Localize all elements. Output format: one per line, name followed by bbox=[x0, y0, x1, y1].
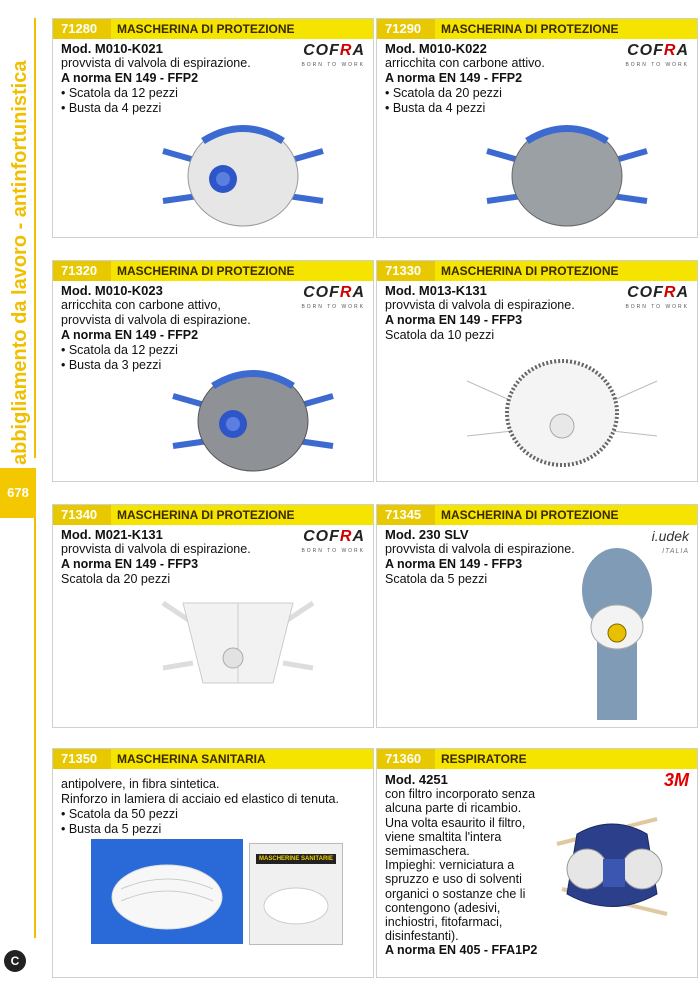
product-card bbox=[376, 260, 698, 482]
product-title: MASCHERINA DI PROTEZIONE bbox=[441, 22, 619, 36]
package-item: Scatola da 10 pezzi bbox=[385, 328, 495, 342]
card-header bbox=[377, 505, 697, 525]
card-body bbox=[377, 281, 697, 345]
brand-logo bbox=[301, 529, 365, 559]
card-header bbox=[377, 261, 697, 281]
card-header bbox=[377, 749, 697, 769]
description-line: provvista di valvola di espirazione. bbox=[385, 298, 575, 312]
model-name: Mod. 4251 bbox=[385, 772, 448, 787]
brand-tagline: BORN TO WORK bbox=[625, 304, 689, 310]
brand-logo bbox=[625, 285, 689, 315]
product-code: 71320 bbox=[53, 261, 111, 281]
cofra-logo: COFRA bbox=[627, 42, 689, 59]
product-title: MASCHERINA DI PROTEZIONE bbox=[117, 22, 295, 36]
mask-image bbox=[91, 839, 243, 944]
description-line: Impieghi: verniciatura a bbox=[385, 858, 515, 873]
product-card bbox=[376, 18, 698, 238]
package-item: • Busta da 5 pezzi bbox=[61, 822, 162, 836]
respirator-image bbox=[537, 809, 687, 929]
description-line: contengono (adesivi, bbox=[385, 900, 501, 915]
product-card bbox=[52, 260, 374, 482]
card-header bbox=[53, 261, 373, 281]
product-code: 71340 bbox=[53, 505, 111, 525]
description-line: organici o sostanze che li bbox=[385, 886, 526, 901]
description-line: inchiostri, fitofarmaci, bbox=[385, 915, 503, 930]
package-item: Scatola da 20 pezzi bbox=[61, 572, 171, 586]
product-title: MASCHERINA DI PROTEZIONE bbox=[441, 264, 619, 278]
card-body bbox=[53, 769, 373, 839]
3m-logo: 3M bbox=[663, 770, 689, 790]
model-name: Mod. 230 SLV bbox=[385, 527, 469, 542]
sidebar bbox=[0, 0, 38, 990]
package-item: • Scatola da 50 pezzi bbox=[61, 807, 178, 821]
product-card bbox=[376, 504, 698, 728]
udek-logo-sub: ITALIA bbox=[662, 548, 689, 555]
package-item: • Busta da 3 pezzi bbox=[61, 358, 162, 372]
brand-tagline: BORN TO WORK bbox=[625, 62, 689, 68]
norm-line: A norma EN 405 - FFA1P2 bbox=[385, 943, 538, 958]
cofra-logo: COFRA bbox=[303, 528, 365, 545]
product-code: 71280 bbox=[53, 19, 111, 39]
model-name: Mod. M021-K131 bbox=[61, 527, 163, 542]
brand-logo bbox=[663, 770, 689, 790]
product-card bbox=[52, 748, 374, 978]
product-code: 71350 bbox=[53, 749, 111, 769]
description-line: arricchita con carbone attivo, bbox=[61, 298, 221, 312]
package-item: • Busta da 4 pezzi bbox=[61, 101, 162, 115]
description-line: provvista di valvola di espirazione. bbox=[385, 542, 575, 556]
mannequin-image bbox=[567, 545, 667, 720]
brand-tagline: BORN TO WORK bbox=[301, 548, 365, 554]
card-header bbox=[53, 505, 373, 525]
product-title: RESPIRATORE bbox=[441, 752, 527, 766]
norm-line: A norma EN 149 - FFP3 bbox=[385, 557, 523, 571]
card-header bbox=[377, 19, 697, 39]
sidebar-divider bbox=[34, 518, 36, 938]
section-title: abbigliamento da lavoro - antinfortunistica bbox=[9, 60, 31, 465]
cofra-logo: COFRA bbox=[303, 42, 365, 59]
description-line: Una volta esaurito il filtro, bbox=[385, 815, 526, 830]
norm-line: A norma EN 149 - FFP3 bbox=[385, 313, 523, 327]
cofra-logo: COFRA bbox=[303, 284, 365, 301]
package-item: • Scatola da 12 pezzi bbox=[61, 86, 178, 100]
description-line: disinfestanti). bbox=[385, 929, 459, 944]
description-line: spruzzo e uso di solventi bbox=[385, 872, 522, 887]
product-card bbox=[52, 504, 374, 728]
catalog-logo: C bbox=[4, 950, 26, 972]
card-header bbox=[53, 19, 373, 39]
description-line: alcuna parte di ricambio. bbox=[385, 801, 522, 816]
brand-logo bbox=[301, 43, 365, 73]
description-line: Rinforzo in lamiera di acciaio ed elastico di tenuta. bbox=[61, 792, 339, 806]
description-line: viene smaltita l'intera bbox=[385, 829, 502, 844]
product-title: MASCHERINA DI PROTEZIONE bbox=[441, 508, 619, 522]
brand-logo bbox=[301, 285, 365, 315]
mask-image bbox=[462, 351, 662, 471]
product-code: 71360 bbox=[377, 749, 435, 769]
product-card bbox=[376, 748, 698, 978]
page-number: 678 bbox=[0, 468, 36, 518]
product-title: MASCHERINA DI PROTEZIONE bbox=[117, 264, 295, 278]
description-line: provvista di valvola di espirazione. bbox=[61, 56, 251, 70]
product-title: MASCHERINA SANITARIA bbox=[117, 752, 266, 766]
model-name: Mod. M010-K022 bbox=[385, 41, 487, 56]
description-line: semimaschera. bbox=[385, 844, 470, 859]
brand-tagline: BORN TO WORK bbox=[301, 62, 365, 68]
mask-image bbox=[477, 111, 657, 231]
norm-line: A norma EN 149 - FFP2 bbox=[385, 71, 523, 85]
mask-image bbox=[153, 583, 323, 693]
model-name: Mod. M010-K021 bbox=[61, 41, 163, 56]
norm-line: A norma EN 149 - FFP2 bbox=[61, 328, 199, 342]
package-image bbox=[249, 843, 343, 945]
product-code: 71345 bbox=[377, 505, 435, 525]
package-label: MASCHERINE SANITARIE bbox=[256, 854, 336, 864]
description-line: provvista di valvola di espirazione. bbox=[61, 542, 251, 556]
udek-logo-text: i.udek bbox=[651, 528, 689, 544]
product-code: 71330 bbox=[377, 261, 435, 281]
model-name: Mod. M010-K023 bbox=[61, 283, 163, 298]
product-code: 71290 bbox=[377, 19, 435, 39]
card-header bbox=[53, 749, 373, 769]
cofra-logo: COFRA bbox=[627, 284, 689, 301]
package-item: Scatola da 5 pezzi bbox=[385, 572, 488, 586]
brand-logo bbox=[625, 43, 689, 73]
card-body bbox=[377, 39, 697, 118]
brand-tagline: BORN TO WORK bbox=[301, 304, 365, 310]
package-item: • Busta da 4 pezzi bbox=[385, 101, 486, 115]
product-title: MASCHERINA DI PROTEZIONE bbox=[117, 508, 295, 522]
model-name: Mod. M013-K131 bbox=[385, 283, 487, 298]
description-line: arricchita con carbone attivo. bbox=[385, 56, 545, 70]
mask-image bbox=[163, 356, 343, 476]
norm-line: A norma EN 149 - FFP3 bbox=[61, 557, 199, 571]
product-card bbox=[52, 18, 374, 238]
package-item: • Scatola da 20 pezzi bbox=[385, 86, 502, 100]
mask-image bbox=[153, 111, 333, 231]
card-body bbox=[53, 525, 373, 589]
description-line: antipolvere, in fibra sintetica. bbox=[61, 777, 220, 791]
description-line: provvista di valvola di espirazione. bbox=[61, 313, 251, 327]
norm-line: A norma EN 149 - FFP2 bbox=[61, 71, 199, 85]
card-body bbox=[53, 39, 373, 118]
description-line: con filtro incorporato senza bbox=[385, 787, 536, 802]
package-item: • Scatola da 12 pezzi bbox=[61, 343, 178, 357]
